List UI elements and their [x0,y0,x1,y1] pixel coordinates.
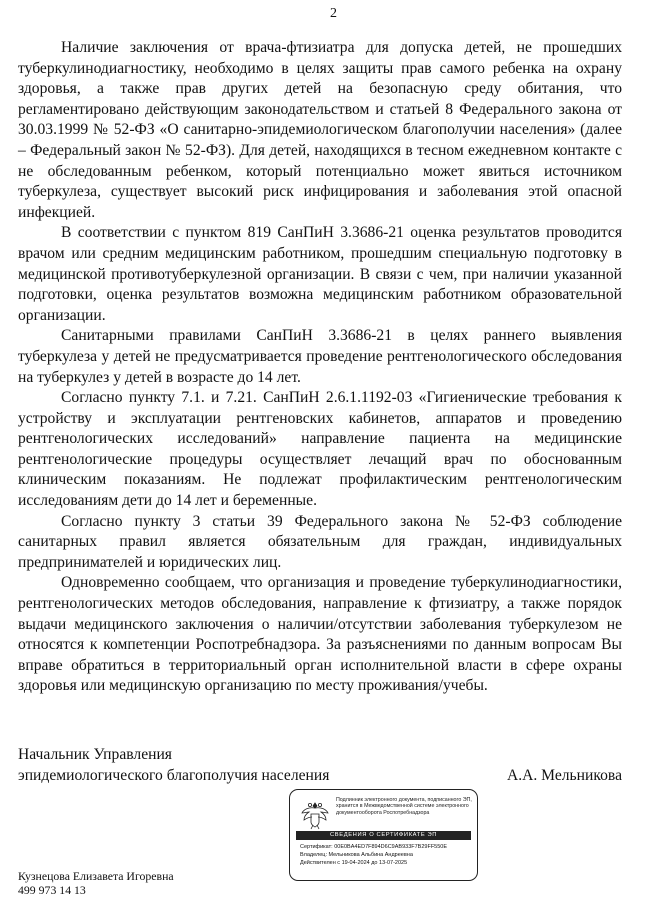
certificate-number: Сертификат: 00E0BA4ED7F894D6C9AB933F7B29FF550E [300,844,448,850]
signatory-name: А.А. Мельникова [506,767,622,784]
stamp-header: Подлинник электронного документа, подписанного ЭП, хранится в Межведомственной системе электронного документооборота Роспотребнадзора [336,797,472,816]
executor-info [18,870,174,897]
stamp-certificate-band: СВЕДЕНИЯ О СЕРТИФИКАТЕ ЭП [296,831,471,840]
stamp-certificate-details [300,843,472,868]
certificate-validity: Действителен с 19-04-2024 до 13-07-2025 [300,860,408,867]
certificate-owner: Владелец: Мельникова Альбина Андреевна [300,852,413,859]
page-number: 2 [330,6,337,21]
signatory-title-line1: Начальник Управления [18,746,172,763]
signatory-line [18,765,622,786]
paragraph-competence: Одновременно сообщаем, что организация и проведение туберкулинодиагностики, рентгенологических методов обследования, направление к фтизиатру, а также порядок выдачи медицинского заключения о наличии/отсутствии заболевания туберкулезом не относятся к компетенции Роспотребнадзора. За разъяснениями по данным вопросам Вы вправе обратиться в территориальный орган исполнительной власти в сфере охраны здоровья или медицинскую организацию по месту проживания/учебы. [18,574,622,695]
electronic-signature-stamp [289,789,478,881]
executor-name: Кузнецова Елизавета Игоревна [18,869,174,883]
emblem-icon [298,798,332,832]
paragraph-article-39: Согласно пункту 3 статьи 39 Федерального закона № 52-ФЗ соблюдение санитарных правил является обязательным для граждан, индивидуальных предпринимателей и юридических лиц. [18,512,622,571]
letter-body [18,38,622,697]
paragraph-sanpin-819: В соответствии с пунктом 819 СанПиН 3.3686-21 оценка результатов проводится врачом или средним медицинским работником, прошедшим специальную подготовку в медицинской противотуберкулезной организации. В связи с чем, при наличии указанной подготовки, оценка результатов возможна медицинским работником образовательной организации. [18,224,622,324]
signatory-title-line2: эпидемиологического благополучия населения [18,767,330,784]
paragraph-xray-children: Санитарными правилами СанПиН 3.3686-21 в целях раннего выявления туберкулеза у детей не предусматривается проведение рентгенологического обследования на туберкулез у детей в возрасте до 14 лет. [18,327,622,386]
executor-phone: 499 973 14 13 [18,882,86,897]
signature-block [18,744,622,786]
paragraph-sanpin-xray-rooms: Согласно пункту 7.1. и 7.21. СанПиН 2.6.1.1192-03 «Гигиенические требования к устройству и эксплуатации рентгеновских кабинетов, аппаратов и проведению рентгенологических исследований» направление пациента на медицинские рентгенологические процедуры осуществляет лечащий врач по обоснованным клиническим показаниям. Не подлежат профилактическим рентгенологическим исследованиям дети до 14 лет и беременные. [18,389,622,510]
paragraph-physician-conclusion: Наличие заключения от врача-фтизиатра для допуска детей, не прошедших туберкулинодиагностику, необходимо в целях защиты прав самого ребенка на охрану здоровья, а также прав других детей на безопасную среду обитания, что регламентировано действующим законодательством и статьей 8 Федерального закона от 30.03.1999 № 52-ФЗ «О санитарно-эпидемиологическом благополучии населения» (далее – Федеральный закон № 52-ФЗ). Для детей, находящихся в тесном ежедневном контакте с не обследованным ребенком, который потенциально может явиться источником туберкулеза, существует высокий риск инфицирования и заболевания этой опасной инфекцией. [18,39,622,221]
